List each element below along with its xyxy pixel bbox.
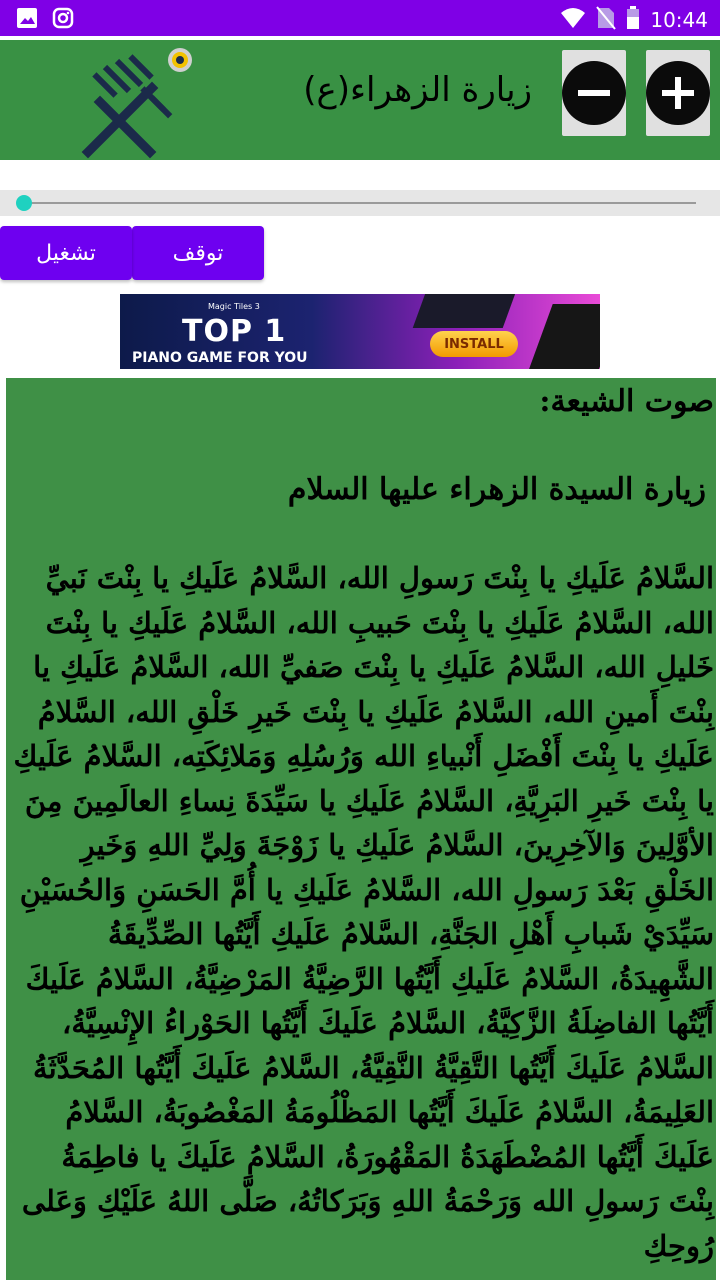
status-right-icons xyxy=(560,6,708,34)
wifi-icon xyxy=(560,7,586,33)
seek-bar[interactable] xyxy=(0,190,720,216)
zoom-out-button[interactable] xyxy=(562,50,626,136)
plus-icon xyxy=(646,61,710,125)
zoom-in-button[interactable] xyxy=(646,50,710,136)
stop-button[interactable]: توقف xyxy=(132,226,264,280)
instagram-icon xyxy=(52,7,74,33)
minus-icon xyxy=(562,61,626,125)
status-left-icons xyxy=(16,7,74,33)
seek-track[interactable] xyxy=(24,202,696,204)
battery-icon xyxy=(626,6,640,34)
page-title: زيارة الزهراء(ع) xyxy=(303,70,532,110)
ad-headline: TOP 1 xyxy=(182,314,287,349)
content-panel xyxy=(6,378,716,1280)
ziyarat-heading: زيارة السيدة الزهراء عليها السلام xyxy=(287,472,706,507)
seek-thumb[interactable] xyxy=(16,195,32,211)
source-heading: صوت الشيعة: xyxy=(539,384,714,419)
play-button[interactable]: تشغيل xyxy=(0,226,132,280)
ad-banner[interactable] xyxy=(120,294,600,369)
app-logo-icon xyxy=(80,44,200,160)
ad-install-button[interactable]: INSTALL xyxy=(430,331,518,357)
ad-subline: PIANO GAME FOR YOU xyxy=(132,350,308,366)
status-bar xyxy=(0,0,720,36)
title-bar xyxy=(0,40,720,160)
ad-tile xyxy=(527,304,600,369)
ad-tile xyxy=(413,294,518,328)
status-time: 10:44 xyxy=(650,8,708,32)
ad-small-text: Magic Tiles 3 xyxy=(208,302,260,311)
image-icon xyxy=(16,7,38,33)
ziyarat-body-text: السَّلامُ عَلَيكِ يا بِنْتَ رَسولِ الله، السَّلامُ عَلَيكِ يا بِنْتَ نَبيِّ الله، السَّلامُ عَلَيكِ يا بِنْتَ حَبيبِ الله، السَّلامُ عَلَيكِ يا بِنْتَ خَليلِ الله، السَّلامُ عَلَيكِ يا بِنْتَ صَفيِّ الله، السَّلامُ عَلَيكِ يا بِنْتَ أَمينِ الله، السَّلامُ عَلَيكِ يا بِنْتَ خَيرِ خَلْقِ الله، السَّلامُ عَلَيكِ يا بِنْتَ أَفْضَلِ أَنْبياءِ الله وَرُسُلِهِ وَمَلائِكَتِه، السَّلامُ عَلَيكِ يا بِنْتَ خَيرِ البَرِيَّةِ، السَّلامُ عَلَيكِ يا سَيِّدَةَ نِساءِ العالَمِينَ مِنَ الأوَّلِينَ وَالآخِرِينَ، السَّلامُ عَلَيكِ يا زَوْجَةَ وَلِيِّ اللهِ وَخَيرِ الخَلْقِ بَعْدَ رَسولِ الله، السَّلامُ عَلَيكِ يا أُمَّ الحَسَنِ وَالحُسَيْنِ سَيِّدَيْ شَبابِ أَهْلِ الجَنَّةِ، السَّلامُ عَلَيكِ أَيَّتُها الصِّدِّيقَةُ الشَّهِيدَةُ، السَّلامُ عَلَيكِ أَيَّتُها الرَّضِيَّةُ المَرْضِيَّةُ، السَّلامُ عَلَيكَ أَيَّتُها الفاضِلَةُ الزَّكِيَّةُ، السَّلامُ عَلَيكَ أَيَّتُها الحَوْراءُ الإِنْسِيَّةُ، السَّلامُ عَلَيكَ أَيَّتُها التَّقِيَّةُ النَّقِيَّةُ، السَّلامُ عَلَيكَ أَيَّتُها المُحَدَّثَةُ العَلِيمَةُ، السَّلامُ عَلَيكَ أَيَّتُها المَظْلُومَةُ المَغْصُوبَةُ، السَّلامُ عَلَيكَ أَيَّتُها المُضْطَهَدَةُ المَقْهُورَةُ، السَّلامُ عَلَيكَ يا فاطِمَةُ بِنْتَ رَسولِ الله وَرَحْمَةُ اللهِ وَبَرَكاتُهُ، صَلَّى اللهُ عَلَيْكِ وَعَلى رُوحِكِ xyxy=(13,561,714,1263)
no-sim-icon xyxy=(596,6,616,34)
